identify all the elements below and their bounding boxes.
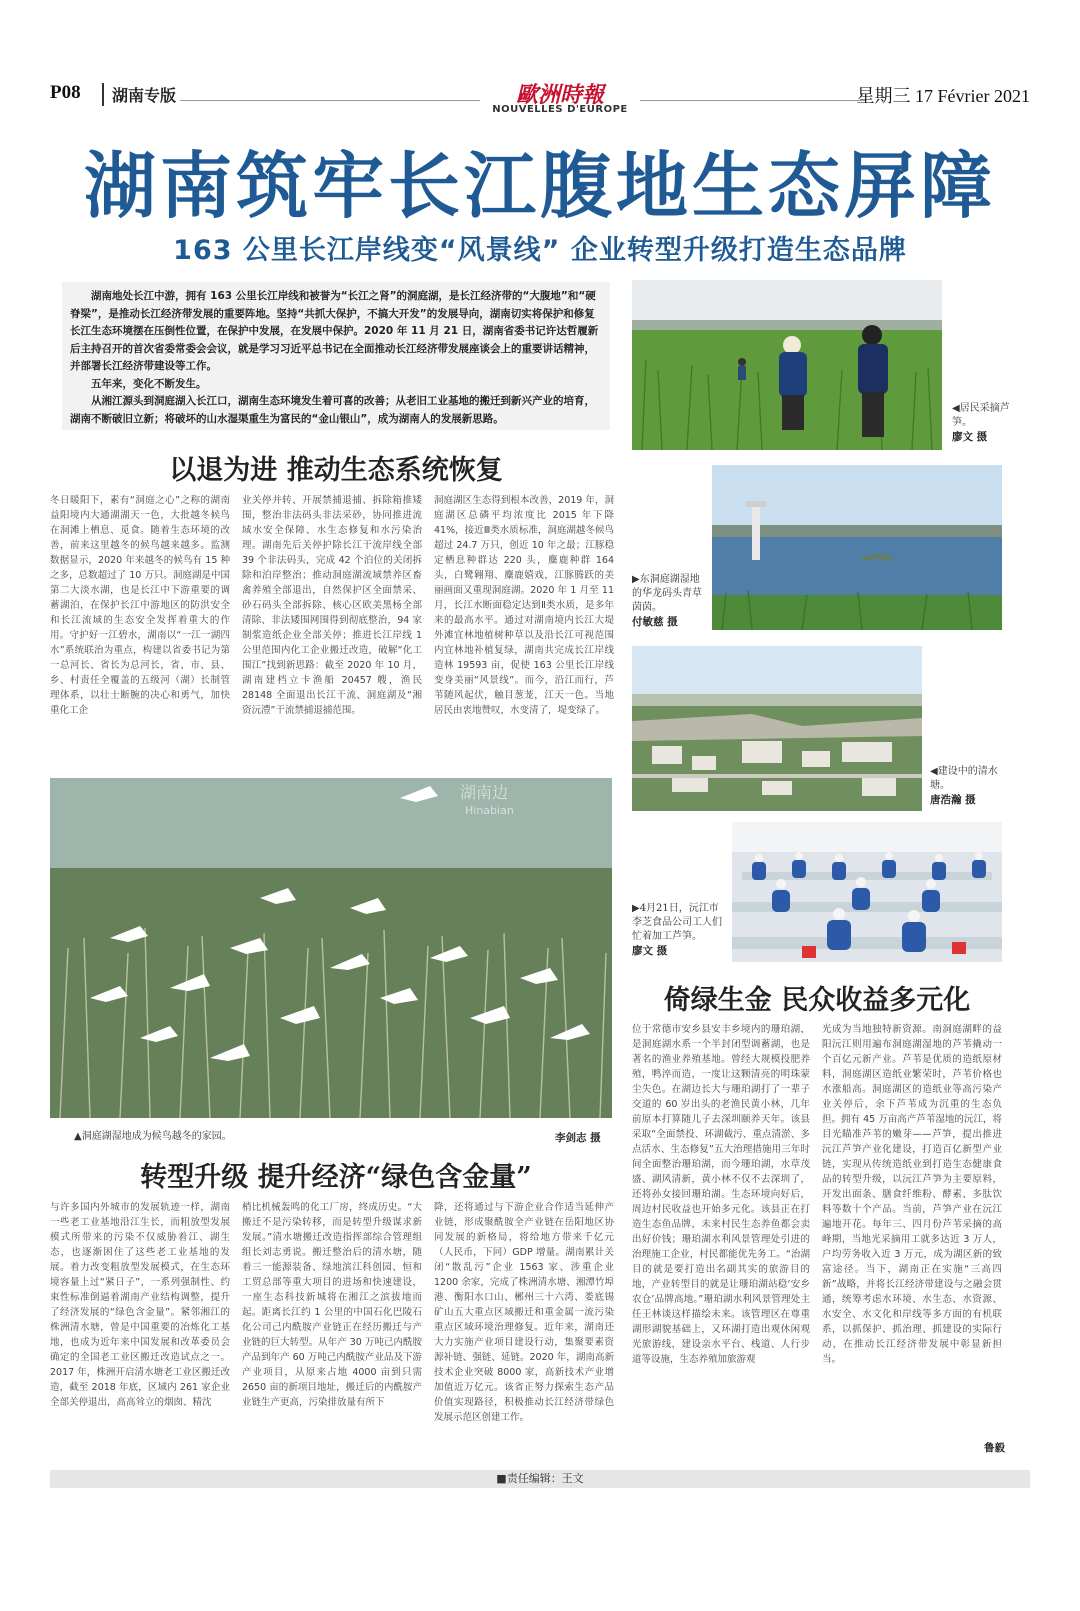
caption-lake-wharf [632, 573, 706, 630]
photo-reed-picking [632, 280, 942, 450]
section2-column-1: 与许多国内外城市的发展轨迹一样，湖南一些老工业基地沿江生长，而粗放型发展模式所带来的污染不仅威胁着江、湖生态，也逐渐困住了这些老工业基地的发展。着力改变粗放型发展模式，在生态环境容量上过“紧日子”，一系列强制性、约束性标准倒逼着湖南产业结构调整，提升了经济发展的“绿色含金量”。紧邻湘江的株洲清水塘，曾是中国重要的冶炼化工基地，也成为近年来中国发展和改革委员会确定的全国老工业区搬迁改造试点之一。2017 年，株洲开启清水塘老工业区搬迁改造，截至 2018 年底，区域内 261 家企业全部关停退出，高高耸立的烟囱、精沈 [50, 1202, 230, 1408]
section2-column-3: 降，还将通过与下游企业合作适当延伸产业链，形成聚酰胺全产业链在岳阳地区协同发展的新格局，将给地方带来千亿元（人民币，下同）GDP 增量。湖南累计关闭“散乱污”企业 1563 家、涉重企业 1200 余家，完成了株洲清水塘、湘潭竹埠港、衡阳水口山、郴州三十六湾、娄底锡矿山五大重点区域搬迁和重金属一流污染重点区域环境治理修复。近年来，湖南还大力实施产业项目建设行动，集聚要素资源补链、强链、延链。2020 年，湖南高新技术企业突破 8000 家，高新技术产业增加值近万亿元。该省正努力探索生态产品价值实现路径，积极推动长江经济带绿色发展示范区创建工作。 [434, 1202, 614, 1423]
lead-box [62, 282, 610, 430]
watermark-text-en: Hinabian [465, 804, 514, 817]
section3-column-2: 光成为当地独特新资源。南洞庭湖畔的益阳沅江则用遍布洞庭湖湿地的芦苇撬动一个百亿元新产业。芦苇是优质的造纸原材料，洞庭湖区造纸业繁荣时，芦苇价格也水涨船高。洞庭湖区的造纸业等高污染产业关停后，余下芦苇成为沉重的生态负担。拥有 45 万亩高产芦苇湿地的沅江，将目光瞄准芦苇的嫩芽——芦笋，提出推进沅江芦笋产业化建设，打造百亿新型产业链，实现从传统造纸业到打造生态健康食品的转型升级，以沅江芦笋为主要原料，开发出面条、膳食纤维粉、酵素、多肽饮料等数十个产品。当前，芦笋产业在沅江遍地开花。每年三、四月份芦苇采摘的高峰期，当地光采摘用工就多达近 3 万人，户均劳务收入近 3 万元，成为湖区新的致富途径。当下，湖南正在实施“三高四新”战略，并将长江经济带建设与之融会贯通，统筹考虑水环境、水生态、水资源、水安全、水文化和岸线等多方面的有机联系，以抓保护、抓治理、抓建设的实际行动，在推动长江经济带发展中彰显新担当。 [822, 1024, 1002, 1365]
caption-qingshuitang [930, 765, 1004, 808]
lead-paragraph-2: 五年来，变化不断发生。 [91, 377, 207, 390]
subheadline: 163 公里长江岸线变“风景线” 企业转型升级打造生态品牌 [173, 235, 907, 266]
article-author: 鲁毅 [984, 1442, 1005, 1454]
caption-reed-picking [952, 402, 1012, 445]
newspaper-logo-french: NOUVELLES D'EUROPE [492, 104, 628, 115]
photo-qingshuitang [632, 646, 922, 811]
photo-egrets [50, 778, 612, 1118]
caption-factory [632, 902, 728, 959]
watermark-text: 湖南边 [460, 783, 509, 802]
masthead [50, 78, 1030, 120]
caption-text: ▶4月21日，沅江市李芝食品公司工人们忙着加工芦笋。 [632, 903, 722, 942]
section3-column-1: 位于常德市安乡县安丰乡境内的珊珀湖，是洞庭湖水系一个半封闭型调蓄湖，也是著名的渔业养殖基地。曾经大规模投肥养殖，鸭淬而造，一度让这颗清亮的明珠蒙尘失色。在湖边长大与珊珀湖打了一辈子交道的 60 岁出头的老渔民黄小林，几年前原本打算随儿子去深圳颐养天年。该县采取“全面禁投、环湖截污、重点清淤、多点活水、生态修复”五大治理措施用三年时间全面整治珊珀湖，而今珊珀湖，水草茂盛、湖风清新，黄小林不仅不去深圳了，还将孙女接回珊珀湖。生态环境向好后，周边村民收益也开始多元化。该县正在打造生态鱼品牌，未来村民生态养鱼都会卖出好价钱；珊珀湖水利风景管理处引进的治理施工企业，村民都能优先务工。“治湖目的就是要打造出名副其实的旅游目的地，产业转型目的就是让珊珀湖站稳‘安乡农仓’品牌高地。”珊珀湖水利风景管理处主任王林谈这样描绘未来。该管理区在尊重湖形湖貌基础上，又环湖打造出观休闲观光旅游线，建设亲水平台、栈道、人行步道等设施，生态养殖加旅游观 [632, 1024, 810, 1365]
caption-text: ◀居民采摘芦笋。 [952, 403, 1010, 428]
issue-date: 星期三 17 Février 2021 [856, 86, 1030, 106]
section1-column-2: 业关停并转、开展禁捕退捕、拆除箱推矮围，整治非法码头非法采砂，协同推进流域水安全保障、水生态修复和水污染治理。湖南先后关停护除长江干流岸线全部 39 个非法码头，完成 42 个泊位的关闭拆除和泊岸整治；推动洞庭湖流域禁养区畜禽养殖全部退出，自然保护区全面禁采、砂石码头全部拆除、核心区欧美黑杨全部清除、非法矮围网围得到彻底整治，94 家制浆造纸企业全部关停；推进长江岸线 1 公里范围内化工企业搬迁改造，破解“化工围江”找到新思路：截至 2020 年 10 月，湖南建档立卡渔船 20457 艘，渔民 28148 全面退出长江干流、洞庭湖及“湘资沅澧”干流禁捕退捕范围。 [242, 495, 422, 716]
section2-column-2: 梢比机械轰鸣的化工厂房，终成历史。“大搬迁不是污染转移，而是转型升级谋求新发展。”清水塘搬迁改造指挥部综合管理组组长刘志勇说。搬迁整治后的清水塘，随着三一能源装备、绿地滨江科创园、恒和工贸总部等重大项目的进场和快速建设，一座生态科技新城将在湘江之滨拔地而起。距离长江约 1 公里的中国石化巴陵石化公司己内酰胺产业链正在经历搬迁与产业链的巨大转型。从年产 30 万吨己内酰胺产品到年产 60 万吨己内酰胺产业品及下游产业项目，从原来占地 4000 亩到只需 2650 亩的新项目地址，搬迁后的内酰胺产业链生产更高，污染排放量有所下 [242, 1202, 422, 1408]
page-number: P08 [50, 82, 81, 103]
section-title-1: 以退为进 推动生态系统恢复 [169, 455, 503, 486]
lead-paragraph-1: 湖南地处长江中游，拥有 163 公里长江岸线和被誉为“长江之肾”的洞庭湖，是长江经济带的“大腹地”和“硬脊梁”，是推动长江经济带发展的重要阵地。坚持“共抓大保护，不搞大开发”的发展导向，湖南切实将保护和修复长江生态环境摆在压倒性位置，在保护中发展，在发展中保护。2020 年 11 月 21 日，湖南省委书记许达哲履新后主持召开的首次省委常委会会议，就是学习习近平总书记在全面推动长江经济带发展座谈会上的重要讲话精神，并部署长江经济带建设等工作。 [70, 290, 599, 372]
caption-text: ▶东洞庭湖湿地的华龙码头青草茵茵。 [632, 574, 702, 613]
photo-credit: 付敏慈 摄 [632, 616, 678, 628]
photo-factory [732, 822, 1002, 962]
section-title-2: 转型升级 提升经济“绿色含金量” [140, 1162, 532, 1193]
photo-credit: 唐浩瀚 摄 [930, 794, 976, 806]
section1-column-3: 洞庭湖区生态得到根本改善，2019 年，洞庭湖区总磷平均浓度比 2015 年下降 41%，接近Ⅲ类水质标准，洞庭湖越冬候鸟超过 24.7 万只，创近 10 年之最；江豚稳定栖息种群达 220 头，麋鹿种群 164 头，白鹭翱翔、麋鹿嬉戏，江豚腾跃的美丽画面又重现洞庭湖。2020 年 1 月至 11 月，长江水断面稳定达到Ⅱ类水质，是多年来的最高水平。通过对湖南境内长江大堤外滩宜林地植树种草以及沿长江可视范围内宜林地补植复绿，湖南共完成长江岸线造林 19593 亩，促使 163 公里长江岸线变身美丽“风景线”。而今，沿江而行，芦苇随风起伏，触目葱茏，江天一色。当地居民由衷地赞叹，水变清了，堤变绿了。 [434, 495, 614, 716]
photo-credit: 廖文 摄 [952, 431, 988, 443]
newspaper-logo: 歐洲時報 [515, 82, 604, 108]
masthead-rule-right [640, 100, 865, 101]
photo-credit: 廖文 摄 [632, 945, 668, 957]
masthead-rule-left [180, 100, 480, 101]
photo-credit-egrets: 李剑志 摄 [555, 1132, 601, 1144]
lead-paragraph-3: 从湘江源头到洞庭湖入长江口，湖南生态环境发生着可喜的改善；从老旧工业基地的搬迁到新兴产业的培育，湖南不断破旧立新；将破坏的山水湿渠重生为富民的“金山银山”，成为湖南人的发展新思路。 [70, 395, 595, 425]
footer-editor: ■责任编辑：王文 [50, 1470, 1030, 1488]
section1-column-1: 冬日暖阳下，素有“洞庭之心”之称的湖南益阳境内大通湖湖天一色，大批越冬候鸟在洞滩上栖息、觅食。随着生态环境的改善，前来这里越冬的候鸟越来越多。监测数据显示，2020 年来越冬的候鸟有 15 种之多，总数超过了 10 万只。洞庭湖是中国第二大淡水湖，也是长江中下游重要的调蓄湖泊，在保护长江中游地区的防洪安全和长江流域的生态安全发挥着重大的作用。守护好一江碧水，湖南以“一江一湖四水”系统联治为重点，构建以省委书记为第一总河长、省长为总河长，省、市、县、乡、村责任全覆盖的五级河（湖）长制管理体系，以壮士断腕的决心和勇气，加快重化工企 [50, 495, 230, 716]
photo-lake-wharf [712, 465, 1002, 630]
section-label: 湖南专版 [102, 83, 176, 106]
section-title-3: 倚绿生金 民众收益多元化 [663, 985, 971, 1016]
caption-text: ◀建设中的清水塘。 [930, 766, 998, 791]
caption-egrets: ▲洞庭湖湿地成为候鸟越冬的家园。 [74, 1131, 232, 1142]
headline: 湖南筑牢长江腹地生态屏障 [83, 143, 996, 228]
